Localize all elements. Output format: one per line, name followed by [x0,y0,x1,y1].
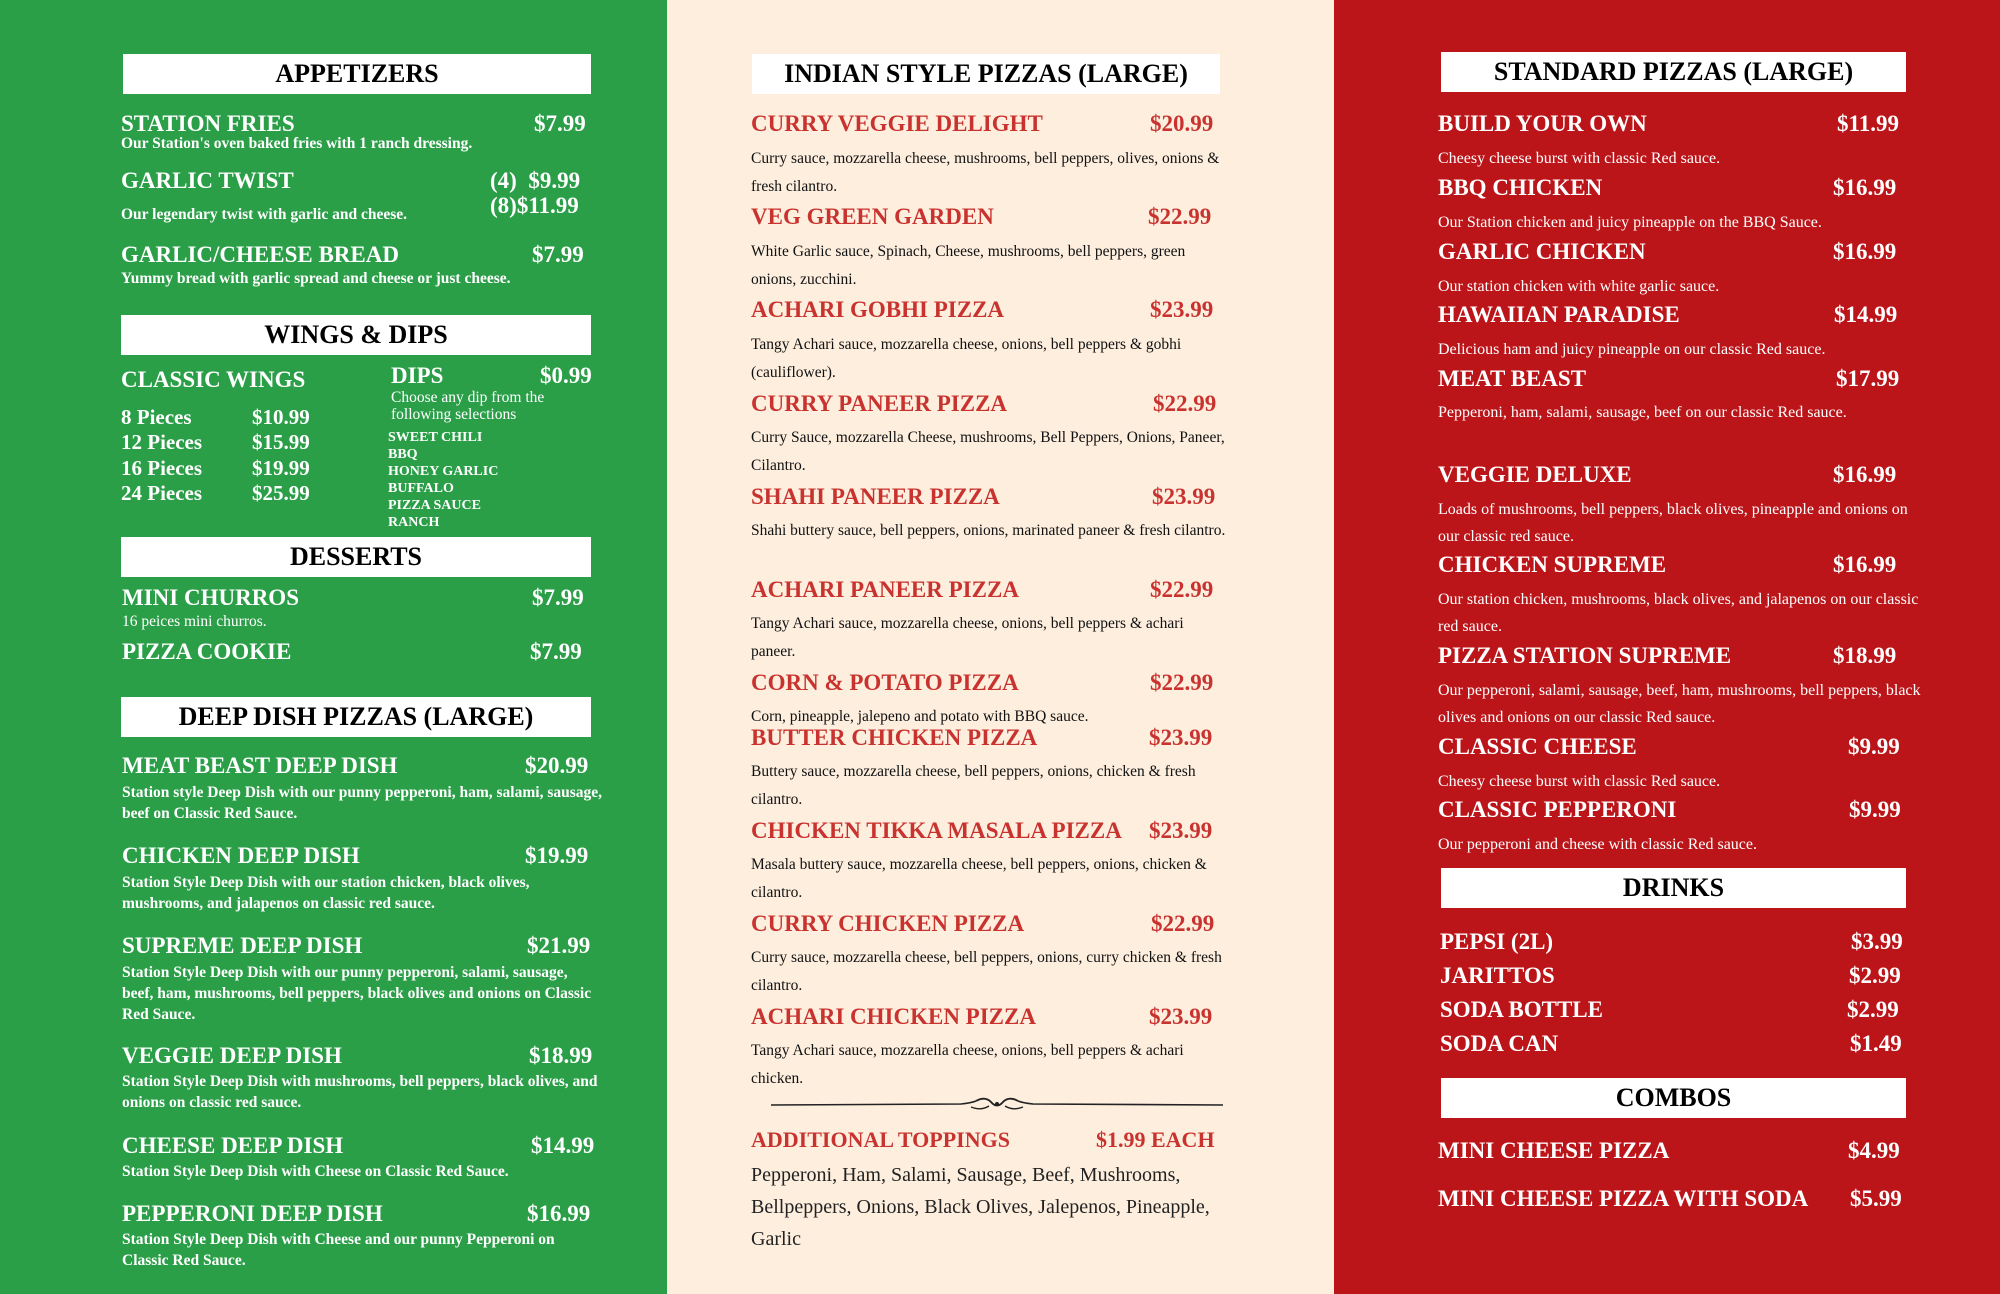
menu-item-description: Curry Sauce, mozzarella Cheese, mushrooms, Bell Peppers, Onions, Paneer, Cilantro. [751,429,1225,474]
toppings-list: Pepperoni, Ham, Salami, Sausage, Beef, Mushrooms, Bellpeppers, Onions, Black Olives, Jalepenos, Pineapple, Garlic [751,1164,1210,1250]
menu-item-price: $23.99 [1150,297,1214,322]
menu-item-price: $7.99 [530,639,582,664]
dip-option: BUFFALO [388,481,454,496]
drink-name: SODA CAN [1440,1031,1559,1056]
dip-option: SWEET CHILI [388,430,483,445]
menu-item-name: MEAT BEAST [1438,366,1587,391]
menu-item-name: STATION FRIES [121,111,295,136]
menu-item-price: $7.99 [532,242,584,267]
menu-item-name: MINI CHURROS [122,585,299,610]
combo-name: MINI CHEESE PIZZA WITH SODA [1438,1186,1809,1211]
left-panel [0,0,667,1294]
menu-item-name: CURRY VEGGIE DELIGHT [751,111,1043,136]
menu-item-name: PEPPERONI DEEP DISH [122,1201,383,1226]
indian-pizzas-heading: INDIAN STYLE PIZZAS (LARGE) [752,54,1220,94]
drink-price: $2.99 [1849,963,1901,988]
menu-item-price: $9.99 [1849,797,1901,822]
menu-item-description: Tangy Achari sauce, mozzarella cheese, onions, bell peppers & achari chicken. [751,1042,1184,1087]
menu-item-price: $19.99 [525,843,589,868]
menu-item-price: $16.99 [1833,239,1897,264]
wing-price: $25.99 [252,481,310,505]
menu-item-price: $23.99 [1149,818,1213,843]
menu-item-name: CLASSIC CHEESE [1438,734,1637,759]
menu-item-description: Our legendary twist with garlic and cheese. [121,206,408,223]
menu-item-name: VEGGIE DEEP DISH [122,1043,342,1068]
menu-item-description: Shahi buttery sauce, bell peppers, onions, marinated paneer & fresh cilantro. [751,522,1226,539]
menu-item-description: Corn, pineapple, jalepeno and potato with BBQ sauce. [751,708,1089,725]
dips-price: $0.99 [540,363,592,388]
menu-item-price: $16.99 [1833,175,1897,200]
menu-item-description: 16 peices mini churros. [122,613,267,630]
wing-price: $10.99 [252,405,310,429]
drink-name: JARITTOS [1440,963,1555,988]
menu-item-name: PIZZA STATION SUPREME [1438,643,1732,668]
menu-item-price: $7.99 [532,585,584,610]
menu-item-description: Station Style Deep Dish with mushrooms, bell peppers, black olives, and onions on classic red sauce. [122,1073,598,1111]
menu-item-name: PIZZA COOKIE [122,639,292,664]
dips-title: DIPS [391,363,444,388]
toppings-title: ADDITIONAL TOPPINGS [751,1127,1010,1152]
menu-item-price: $17.99 [1836,366,1900,391]
dip-option: PIZZA SAUCE [388,498,481,513]
menu-item-name: ACHARI CHICKEN PIZZA [751,1004,1036,1029]
menu-item-price: $22.99 [1153,391,1217,416]
ornamental-divider [771,1094,1223,1114]
menu-item-price: $21.99 [527,933,591,958]
menu-item-description: Our pepperoni, salami, sausage, beef, ham, mushrooms, bell peppers, black olives and onions on our classic Red sauce. [1438,682,1921,726]
menu-item-name: BBQ CHICKEN [1438,175,1603,200]
classic-wings-title: CLASSIC WINGS [121,367,306,392]
menu-item-name: VEGGIE DELUXE [1438,462,1632,487]
menu-item-name: CLASSIC PEPPERONI [1438,797,1677,822]
menu-item-description: Station Style Deep Dish with our station chicken, black olives, mushrooms, and jalapenos on classic red sauce. [122,874,530,912]
menu-item-price: $23.99 [1149,1004,1213,1029]
menu-item-description: Loads of mushrooms, bell peppers, black olives, pineapple and onions on our classic red sauce. [1438,501,1908,545]
menu-item-name: ACHARI PANEER PIZZA [751,577,1019,602]
combo-name: MINI CHEESE PIZZA [1438,1138,1670,1163]
menu-item-name: CHICKEN TIKKA MASALA PIZZA [751,818,1122,843]
menu-item-description: Buttery sauce, mozzarella cheese, bell peppers, onions, chicken & fresh cilantro. [751,763,1196,808]
drinks-heading: DRINKS [1441,868,1906,908]
menu-item-description: Tangy Achari sauce, mozzarella cheese, onions, bell peppers & achari paneer. [751,615,1184,660]
menu-item-description: Pepperoni, ham, salami, sausage, beef on our classic Red sauce. [1438,404,1847,421]
menu-item-name: GARLIC TWIST [121,168,294,193]
standard-pizzas-heading: STANDARD PIZZAS (LARGE) [1441,52,1906,92]
menu-item-price: $23.99 [1149,725,1213,750]
menu-item-description: Our station chicken, mushrooms, black olives, and jalapenos on our classic red sauce. [1438,591,1919,635]
menu-item-price: $11.99 [1837,111,1899,136]
combos-heading: COMBOS [1441,1078,1906,1118]
menu-item-name: CORN & POTATO PIZZA [751,670,1019,695]
menu-item-description: Station Style Deep Dish with Cheese and our punny Pepperoni on Classic Red Sauce. [122,1231,555,1269]
menu-item-price: $16.99 [1833,462,1897,487]
menu-item-description: Cheesy cheese burst with classic Red sauce. [1438,150,1721,167]
menu-item-price: $14.99 [531,1133,595,1158]
drink-price: $3.99 [1851,929,1903,954]
menu-item-price: $16.99 [1833,552,1897,577]
wing-size: 16 Pieces [121,456,203,480]
middle-panel [667,0,1334,1294]
menu-item-price: $22.99 [1150,577,1214,602]
menu-item-description: Station Style Deep Dish with our punny pepperoni, salami, sausage, beef, ham, mushrooms, bell peppers, black olives and onions on Classic Red Sauce. [122,964,592,1023]
menu-item-description: Our pepperoni and cheese with classic Red sauce. [1438,836,1757,853]
wing-size: 24 Pieces [121,481,203,505]
deep-dish-heading: DEEP DISH PIZZAS (LARGE) [121,697,591,737]
menu-item-price: $20.99 [525,753,589,778]
menu-item-name: SHAHI PANEER PIZZA [751,484,1000,509]
drink-name: SODA BOTTLE [1440,997,1603,1022]
toppings-price: $1.99 EACH [1096,1127,1215,1152]
menu-item-description: Station Style Deep Dish with Cheese on Classic Red Sauce. [122,1163,509,1180]
menu-item-name: MEAT BEAST DEEP DISH [122,753,398,778]
dips-description: Choose any dip from the following selections [391,389,545,423]
menu-item-name: CURRY PANEER PIZZA [751,391,1008,416]
dip-option: RANCH [388,515,440,530]
menu-item-description: Tangy Achari sauce, mozzarella cheese, onions, bell peppers & gobhi (cauliflower). [751,336,1182,381]
combo-price: $5.99 [1850,1186,1902,1211]
menu-item-description: Station style Deep Dish with our punny pepperoni, ham, salami, sausage, beef on Classic Red Sauce. [122,784,603,822]
menu-item-name: VEG GREEN GARDEN [751,204,994,229]
menu-item-price: (4) $9.99 [490,168,581,193]
menu-item-price: $22.99 [1148,204,1212,229]
menu-item-price-alt: (8)$11.99 [490,193,579,218]
dip-option: HONEY GARLIC [388,464,499,479]
combo-price: $4.99 [1848,1138,1900,1163]
menu-item-price: $20.99 [1150,111,1214,136]
menu-item-price: $22.99 [1151,911,1215,936]
menu-item-name: CHEESE DEEP DISH [122,1133,344,1158]
menu-item-price: $14.99 [1834,302,1898,327]
menu-item-name: ACHARI GOBHI PIZZA [751,297,1005,322]
menu-item-name: HAWAIIAN PARADISE [1438,302,1680,327]
menu-item-price: $22.99 [1150,670,1214,695]
drink-price: $2.99 [1847,997,1899,1022]
menu-item-price: $7.99 [534,111,586,136]
menu-item-description: Curry sauce, mozzarella cheese, bell peppers, onions, curry chicken & fresh cilantro. [751,949,1222,994]
menu-item-description: Delicious ham and juicy pineapple on our classic Red sauce. [1438,341,1826,358]
menu-item-price: $16.99 [527,1201,591,1226]
menu-item-name: CHICKEN SUPREME [1438,552,1667,577]
wing-size: 8 Pieces [121,405,192,429]
menu-item-description: White Garlic sauce, Spinach, Cheese, mushrooms, bell peppers, green onions, zucchini. [751,243,1186,288]
menu-item-description: Our Station chicken and juicy pineapple on the BBQ Sauce. [1438,214,1822,231]
menu-item-price: $9.99 [1848,734,1900,759]
menu-item-name: SUPREME DEEP DISH [122,933,363,958]
menu-item-name: GARLIC/CHEESE BREAD [121,242,399,267]
menu-item-name: CHICKEN DEEP DISH [122,843,360,868]
drink-price: $1.49 [1850,1031,1902,1056]
wing-price: $19.99 [252,456,310,480]
menu-item-description: Our Station's oven baked fries with 1 ranch dressing. [121,135,473,152]
menu-item-description: Curry sauce, mozzarella cheese, mushrooms, bell peppers, olives, onions & fresh cilantro. [751,150,1220,195]
menu-item-description: Masala buttery sauce, mozzarella cheese, bell peppers, onions, chicken & cilantro. [751,856,1207,901]
menu-item-description: Yummy bread with garlic spread and cheese or just cheese. [121,270,511,287]
menu-item-name: GARLIC CHICKEN [1438,239,1646,264]
menu-item-name: BUILD YOUR OWN [1438,111,1647,136]
menu-item-price: $18.99 [529,1043,593,1068]
drink-name: PEPSI (2L) [1440,929,1554,954]
wing-price: $15.99 [252,430,310,454]
menu-item-description: Our station chicken with white garlic sauce. [1438,278,1720,295]
menu-item-name: BUTTER CHICKEN PIZZA [751,725,1038,750]
menu-item-price: $18.99 [1833,643,1897,668]
menu-item-name: CURRY CHICKEN PIZZA [751,911,1025,936]
dip-option: BBQ [388,447,418,462]
right-panel [1334,0,2000,1294]
menu-item-price: $23.99 [1152,484,1216,509]
desserts-heading: DESSERTS [121,537,591,577]
menu-item-description: Cheesy cheese burst with classic Red sauce. [1438,773,1721,790]
appetizers-heading: APPETIZERS [123,54,591,94]
wings-heading: WINGS & DIPS [121,315,591,355]
wing-size: 12 Pieces [121,430,203,454]
